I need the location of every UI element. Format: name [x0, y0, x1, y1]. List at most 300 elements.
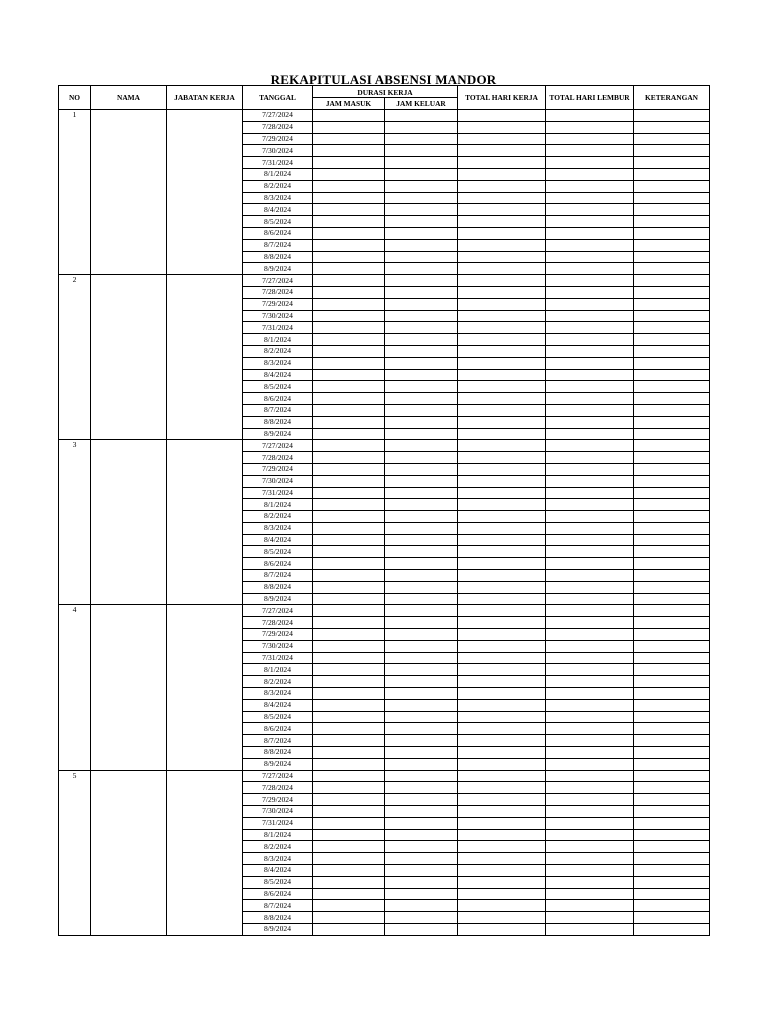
cell-total-hari-kerja — [458, 239, 546, 251]
cell-total-hari-lembur — [546, 876, 634, 888]
cell-total-hari-kerja — [458, 157, 546, 169]
cell-total-hari-lembur — [546, 806, 634, 818]
cell-keterangan — [634, 133, 710, 145]
cell-jam-keluar — [385, 534, 458, 546]
cell-total-hari-lembur — [546, 688, 634, 700]
cell-total-hari-kerja — [458, 286, 546, 298]
cell-total-hari-kerja — [458, 876, 546, 888]
cell-tanggal: 8/5/2024 — [243, 216, 313, 228]
cell-keterangan — [634, 404, 710, 416]
cell-total-hari-kerja — [458, 133, 546, 145]
cell-tanggal: 7/28/2024 — [243, 452, 313, 464]
cell-tanggal: 8/3/2024 — [243, 522, 313, 534]
cell-total-hari-kerja — [458, 310, 546, 322]
cell-jam-masuk — [313, 487, 385, 499]
cell-total-hari-kerja — [458, 192, 546, 204]
cell-tanggal: 8/7/2024 — [243, 570, 313, 582]
cell-jam-keluar — [385, 570, 458, 582]
cell-tanggal: 8/8/2024 — [243, 912, 313, 924]
cell-jam-keluar — [385, 794, 458, 806]
cell-tanggal: 8/4/2024 — [243, 534, 313, 546]
cell-total-hari-lembur — [546, 404, 634, 416]
cell-total-hari-kerja — [458, 605, 546, 617]
cell-keterangan — [634, 428, 710, 440]
cell-total-hari-lembur — [546, 369, 634, 381]
cell-tanggal: 7/30/2024 — [243, 145, 313, 157]
cell-jam-masuk — [313, 912, 385, 924]
cell-total-hari-kerja — [458, 322, 546, 334]
cell-jam-keluar — [385, 758, 458, 770]
cell-keterangan — [634, 121, 710, 133]
cell-jam-masuk — [313, 794, 385, 806]
cell-tanggal: 8/9/2024 — [243, 263, 313, 275]
cell-jam-masuk — [313, 676, 385, 688]
cell-total-hari-kerja — [458, 298, 546, 310]
cell-tanggal: 8/6/2024 — [243, 227, 313, 239]
cell-jam-masuk — [313, 817, 385, 829]
cell-keterangan — [634, 888, 710, 900]
header-no: NO — [59, 86, 91, 110]
cell-tanggal: 8/2/2024 — [243, 345, 313, 357]
cell-total-hari-lembur — [546, 782, 634, 794]
cell-jam-keluar — [385, 865, 458, 877]
cell-jam-masuk — [313, 735, 385, 747]
cell-keterangan — [634, 923, 710, 935]
cell-total-hari-kerja — [458, 688, 546, 700]
cell-jam-keluar — [385, 546, 458, 558]
cell-jam-keluar — [385, 640, 458, 652]
cell-total-hari-kerja — [458, 770, 546, 782]
cell-keterangan — [634, 735, 710, 747]
cell-nama — [91, 605, 167, 770]
cell-tanggal: 7/31/2024 — [243, 322, 313, 334]
cell-keterangan — [634, 676, 710, 688]
cell-total-hari-kerja — [458, 463, 546, 475]
cell-jam-keluar — [385, 593, 458, 605]
cell-tanggal: 7/31/2024 — [243, 817, 313, 829]
cell-total-hari-kerja — [458, 806, 546, 818]
cell-no: 2 — [59, 275, 91, 440]
cell-jam-keluar — [385, 334, 458, 346]
cell-tanggal: 7/29/2024 — [243, 463, 313, 475]
cell-total-hari-kerja — [458, 888, 546, 900]
cell-tanggal: 8/3/2024 — [243, 357, 313, 369]
cell-tanggal: 8/4/2024 — [243, 699, 313, 711]
cell-jam-keluar — [385, 487, 458, 499]
cell-jam-masuk — [313, 310, 385, 322]
cell-jam-masuk — [313, 664, 385, 676]
cell-total-hari-kerja — [458, 570, 546, 582]
cell-tanggal: 8/1/2024 — [243, 664, 313, 676]
cell-jam-keluar — [385, 440, 458, 452]
cell-jam-keluar — [385, 239, 458, 251]
cell-jam-masuk — [313, 440, 385, 452]
cell-total-hari-kerja — [458, 912, 546, 924]
cell-jam-keluar — [385, 133, 458, 145]
cell-total-hari-lembur — [546, 452, 634, 464]
cell-keterangan — [634, 570, 710, 582]
cell-jam-masuk — [313, 369, 385, 381]
cell-total-hari-lembur — [546, 157, 634, 169]
cell-total-hari-kerja — [458, 652, 546, 664]
cell-total-hari-lembur — [546, 558, 634, 570]
cell-total-hari-lembur — [546, 853, 634, 865]
cell-total-hari-lembur — [546, 900, 634, 912]
cell-tanggal: 7/28/2024 — [243, 617, 313, 629]
cell-total-hari-kerja — [458, 735, 546, 747]
cell-keterangan — [634, 310, 710, 322]
cell-jam-keluar — [385, 581, 458, 593]
cell-jam-masuk — [313, 747, 385, 759]
table-row — [59, 770, 710, 782]
cell-jam-masuk — [313, 900, 385, 912]
cell-tanggal: 7/31/2024 — [243, 157, 313, 169]
cell-tanggal: 8/2/2024 — [243, 180, 313, 192]
cell-keterangan — [634, 440, 710, 452]
cell-jam-masuk — [313, 806, 385, 818]
cell-total-hari-kerja — [458, 817, 546, 829]
cell-tanggal: 8/1/2024 — [243, 334, 313, 346]
cell-total-hari-lembur — [546, 664, 634, 676]
cell-total-hari-lembur — [546, 570, 634, 582]
cell-jam-keluar — [385, 404, 458, 416]
cell-jam-keluar — [385, 853, 458, 865]
cell-tanggal: 8/2/2024 — [243, 511, 313, 523]
cell-jam-keluar — [385, 629, 458, 641]
cell-total-hari-lembur — [546, 275, 634, 287]
cell-jam-keluar — [385, 923, 458, 935]
cell-jam-keluar — [385, 735, 458, 747]
cell-total-hari-lembur — [546, 298, 634, 310]
cell-jam-keluar — [385, 605, 458, 617]
cell-tanggal: 8/9/2024 — [243, 593, 313, 605]
cell-jam-masuk — [313, 593, 385, 605]
cell-jam-masuk — [313, 782, 385, 794]
cell-total-hari-lembur — [546, 923, 634, 935]
cell-keterangan — [634, 640, 710, 652]
cell-total-hari-lembur — [546, 393, 634, 405]
cell-jam-keluar — [385, 286, 458, 298]
cell-jam-masuk — [313, 770, 385, 782]
cell-tanggal: 7/30/2024 — [243, 310, 313, 322]
cell-keterangan — [634, 688, 710, 700]
cell-keterangan — [634, 664, 710, 676]
cell-jam-masuk — [313, 345, 385, 357]
cell-total-hari-lembur — [546, 770, 634, 782]
cell-total-hari-kerja — [458, 723, 546, 735]
cell-total-hari-lembur — [546, 428, 634, 440]
cell-total-hari-lembur — [546, 711, 634, 723]
cell-total-hari-lembur — [546, 617, 634, 629]
header-tanggal: TANGGAL — [243, 86, 313, 110]
cell-jam-masuk — [313, 357, 385, 369]
cell-jam-masuk — [313, 865, 385, 877]
cell-tanggal: 8/6/2024 — [243, 558, 313, 570]
cell-total-hari-lembur — [546, 499, 634, 511]
cell-jam-masuk — [313, 522, 385, 534]
cell-total-hari-lembur — [546, 640, 634, 652]
cell-total-hari-lembur — [546, 652, 634, 664]
cell-jam-masuk — [313, 463, 385, 475]
cell-total-hari-lembur — [546, 334, 634, 346]
cell-tanggal: 8/4/2024 — [243, 865, 313, 877]
cell-jam-keluar — [385, 829, 458, 841]
cell-jam-masuk — [313, 558, 385, 570]
cell-total-hari-kerja — [458, 145, 546, 157]
header-total-hari-lembur: TOTAL HARI LEMBUR — [546, 86, 634, 110]
cell-jam-masuk — [313, 216, 385, 228]
cell-keterangan — [634, 345, 710, 357]
cell-keterangan — [634, 629, 710, 641]
cell-jam-masuk — [313, 699, 385, 711]
cell-keterangan — [634, 192, 710, 204]
cell-total-hari-lembur — [546, 522, 634, 534]
cell-keterangan — [634, 239, 710, 251]
cell-tanggal: 7/27/2024 — [243, 110, 313, 122]
cell-tanggal: 7/28/2024 — [243, 286, 313, 298]
cell-total-hari-kerja — [458, 534, 546, 546]
cell-total-hari-lembur — [546, 511, 634, 523]
cell-total-hari-lembur — [546, 865, 634, 877]
cell-jam-keluar — [385, 369, 458, 381]
cell-tanggal: 8/9/2024 — [243, 923, 313, 935]
cell-total-hari-lembur — [546, 381, 634, 393]
cell-jam-keluar — [385, 310, 458, 322]
cell-jam-masuk — [313, 416, 385, 428]
cell-keterangan — [634, 546, 710, 558]
cell-total-hari-kerja — [458, 452, 546, 464]
cell-total-hari-kerja — [458, 841, 546, 853]
cell-total-hari-lembur — [546, 440, 634, 452]
table-row — [59, 110, 710, 122]
cell-jam-keluar — [385, 381, 458, 393]
cell-total-hari-lembur — [546, 286, 634, 298]
cell-jam-keluar — [385, 322, 458, 334]
cell-keterangan — [634, 275, 710, 287]
cell-tanggal: 7/27/2024 — [243, 275, 313, 287]
cell-no: 3 — [59, 440, 91, 605]
cell-total-hari-kerja — [458, 381, 546, 393]
table-row — [59, 605, 710, 617]
cell-tanggal: 7/27/2024 — [243, 440, 313, 452]
cell-total-hari-kerja — [458, 499, 546, 511]
cell-jam-masuk — [313, 581, 385, 593]
cell-total-hari-lembur — [546, 593, 634, 605]
cell-jam-keluar — [385, 463, 458, 475]
cell-tanggal: 7/29/2024 — [243, 629, 313, 641]
cell-jam-masuk — [313, 688, 385, 700]
cell-total-hari-lembur — [546, 263, 634, 275]
cell-tanggal: 8/1/2024 — [243, 168, 313, 180]
cell-tanggal: 8/3/2024 — [243, 192, 313, 204]
cell-jam-masuk — [313, 227, 385, 239]
cell-jam-masuk — [313, 617, 385, 629]
cell-tanggal: 7/31/2024 — [243, 487, 313, 499]
cell-keterangan — [634, 723, 710, 735]
cell-total-hari-kerja — [458, 511, 546, 523]
table-row — [59, 275, 710, 287]
cell-keterangan — [634, 841, 710, 853]
cell-jam-masuk — [313, 629, 385, 641]
cell-total-hari-lembur — [546, 192, 634, 204]
cell-nama — [91, 110, 167, 275]
cell-keterangan — [634, 499, 710, 511]
cell-tanggal: 8/4/2024 — [243, 369, 313, 381]
cell-jam-masuk — [313, 605, 385, 617]
cell-total-hari-kerja — [458, 546, 546, 558]
cell-keterangan — [634, 770, 710, 782]
cell-jam-keluar — [385, 511, 458, 523]
cell-total-hari-lembur — [546, 322, 634, 334]
cell-total-hari-lembur — [546, 676, 634, 688]
cell-keterangan — [634, 806, 710, 818]
cell-keterangan — [634, 381, 710, 393]
cell-jam-masuk — [313, 876, 385, 888]
cell-total-hari-lembur — [546, 463, 634, 475]
cell-jam-masuk — [313, 204, 385, 216]
cell-total-hari-lembur — [546, 723, 634, 735]
cell-jam-keluar — [385, 747, 458, 759]
cell-total-hari-kerja — [458, 204, 546, 216]
cell-total-hari-lembur — [546, 794, 634, 806]
cell-total-hari-kerja — [458, 522, 546, 534]
header-durasi-kerja: DURASI KERJA — [313, 86, 458, 98]
cell-tanggal: 8/7/2024 — [243, 404, 313, 416]
cell-no: 4 — [59, 605, 91, 770]
cell-total-hari-kerja — [458, 428, 546, 440]
table-row — [59, 440, 710, 452]
cell-jam-masuk — [313, 499, 385, 511]
cell-keterangan — [634, 912, 710, 924]
cell-jam-keluar — [385, 664, 458, 676]
cell-tanggal: 8/8/2024 — [243, 416, 313, 428]
cell-jam-masuk — [313, 286, 385, 298]
cell-jam-masuk — [313, 923, 385, 935]
cell-tanggal: 8/5/2024 — [243, 876, 313, 888]
cell-total-hari-lembur — [546, 534, 634, 546]
cell-total-hari-lembur — [546, 605, 634, 617]
cell-no: 1 — [59, 110, 91, 275]
cell-tanggal: 8/9/2024 — [243, 428, 313, 440]
cell-tanggal: 8/3/2024 — [243, 853, 313, 865]
cell-jam-keluar — [385, 251, 458, 263]
cell-total-hari-lembur — [546, 121, 634, 133]
cell-total-hari-lembur — [546, 168, 634, 180]
cell-total-hari-kerja — [458, 593, 546, 605]
cell-total-hari-lembur — [546, 581, 634, 593]
cell-tanggal: 8/7/2024 — [243, 900, 313, 912]
cell-jam-masuk — [313, 381, 385, 393]
cell-tanggal: 8/7/2024 — [243, 735, 313, 747]
cell-keterangan — [634, 157, 710, 169]
cell-total-hari-lembur — [546, 735, 634, 747]
cell-jam-masuk — [313, 168, 385, 180]
cell-total-hari-lembur — [546, 758, 634, 770]
cell-total-hari-kerja — [458, 121, 546, 133]
cell-jam-masuk — [313, 888, 385, 900]
cell-tanggal: 8/7/2024 — [243, 239, 313, 251]
cell-total-hari-kerja — [458, 404, 546, 416]
cell-jam-keluar — [385, 180, 458, 192]
cell-jam-masuk — [313, 841, 385, 853]
cell-jam-keluar — [385, 699, 458, 711]
cell-jam-keluar — [385, 416, 458, 428]
cell-tanggal: 8/5/2024 — [243, 381, 313, 393]
cell-total-hari-kerja — [458, 900, 546, 912]
cell-tanggal: 8/5/2024 — [243, 711, 313, 723]
cell-jam-keluar — [385, 806, 458, 818]
cell-total-hari-kerja — [458, 369, 546, 381]
cell-tanggal: 8/1/2024 — [243, 829, 313, 841]
cell-jam-keluar — [385, 876, 458, 888]
cell-jam-masuk — [313, 298, 385, 310]
cell-keterangan — [634, 334, 710, 346]
cell-jam-keluar — [385, 723, 458, 735]
cell-jam-masuk — [313, 652, 385, 664]
cell-jam-keluar — [385, 145, 458, 157]
cell-jam-keluar — [385, 393, 458, 405]
cell-jam-masuk — [313, 723, 385, 735]
cell-jam-masuk — [313, 475, 385, 487]
cell-total-hari-kerja — [458, 558, 546, 570]
cell-tanggal: 7/28/2024 — [243, 782, 313, 794]
cell-total-hari-kerja — [458, 180, 546, 192]
cell-jabatan-kerja — [167, 605, 243, 770]
cell-keterangan — [634, 168, 710, 180]
cell-total-hari-lembur — [546, 133, 634, 145]
cell-total-hari-kerja — [458, 334, 546, 346]
cell-keterangan — [634, 322, 710, 334]
cell-total-hari-kerja — [458, 216, 546, 228]
cell-jam-masuk — [313, 263, 385, 275]
cell-jam-keluar — [385, 676, 458, 688]
cell-jam-masuk — [313, 393, 385, 405]
cell-total-hari-lembur — [546, 487, 634, 499]
cell-total-hari-lembur — [546, 912, 634, 924]
cell-tanggal: 7/30/2024 — [243, 475, 313, 487]
cell-jam-keluar — [385, 522, 458, 534]
cell-jam-keluar — [385, 711, 458, 723]
cell-jam-keluar — [385, 782, 458, 794]
cell-jam-keluar — [385, 298, 458, 310]
cell-keterangan — [634, 369, 710, 381]
cell-tanggal: 8/6/2024 — [243, 723, 313, 735]
cell-total-hari-lembur — [546, 251, 634, 263]
cell-tanggal: 7/27/2024 — [243, 605, 313, 617]
cell-jam-keluar — [385, 652, 458, 664]
cell-total-hari-kerja — [458, 416, 546, 428]
cell-nama — [91, 770, 167, 935]
cell-keterangan — [634, 204, 710, 216]
cell-tanggal: 8/3/2024 — [243, 688, 313, 700]
header-jam-masuk: JAM MASUK — [313, 98, 385, 110]
cell-total-hari-kerja — [458, 747, 546, 759]
cell-total-hari-kerja — [458, 640, 546, 652]
cell-keterangan — [634, 110, 710, 122]
cell-total-hari-lembur — [546, 204, 634, 216]
cell-jam-masuk — [313, 145, 385, 157]
cell-total-hari-kerja — [458, 699, 546, 711]
cell-total-hari-lembur — [546, 817, 634, 829]
cell-keterangan — [634, 393, 710, 405]
cell-jam-masuk — [313, 121, 385, 133]
cell-total-hari-kerja — [458, 923, 546, 935]
cell-total-hari-kerja — [458, 853, 546, 865]
cell-tanggal: 7/29/2024 — [243, 298, 313, 310]
cell-jam-keluar — [385, 452, 458, 464]
cell-jam-keluar — [385, 428, 458, 440]
cell-total-hari-lembur — [546, 227, 634, 239]
